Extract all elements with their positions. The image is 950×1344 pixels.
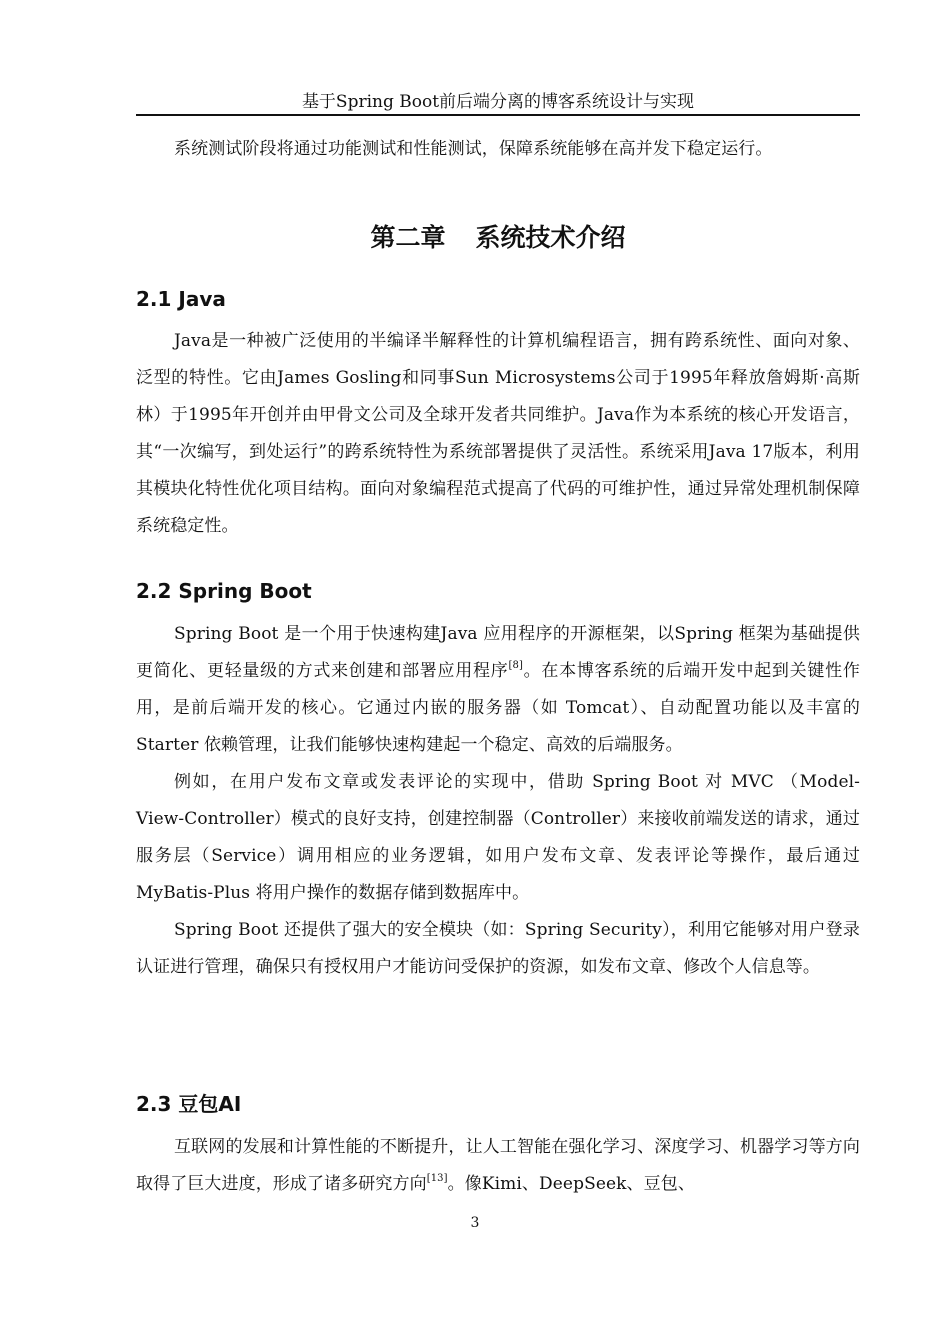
citation: [13] (426, 1173, 448, 1184)
citation: [8] (508, 660, 523, 671)
section-2-1-body (136, 323, 860, 545)
paragraph: 例如，在用户发布文章或发表评论的实现中，借助 Spring Boot 对 MVC （Model-View-Controller）模式的良好支持，创建控制器（Controller）来接收前端发送的请求，通过服务层（Service）调用相应的业务逻辑，如用户发布文章、发表评论等操作，最后通过 MyBatis-Plus 将用户操作的数据存储到数据库中。 (136, 772, 860, 903)
section-heading-2-1: 2.1 Java (136, 287, 226, 311)
section-2-2-body (136, 616, 860, 986)
section-heading-2-3: 2.3 豆包AI (136, 1092, 242, 1116)
paragraph: Java是一种被广泛使用的半编译半解释性的计算机编程语言，拥有跨系统性、面向对象、泛型的特性。它由James Gosling和同事Sun Microsystems公司于1995年释放詹姆斯·高斯林）于1995年开创并由甲骨文公司及全球开发者共同维护。Java作为本系统的核心开发语言，其“一次编写，到处运行”的跨系统特性为系统部署提供了灵活性。系统采用Java 17版本，利用其模块化特性优化项目结构。面向对象编程范式提高了代码的可维护性，通过异常处理机制保障系统稳定性。 (136, 331, 860, 536)
page-number: 3 (470, 1215, 480, 1231)
chapter-title (136, 218, 860, 258)
intro-paragraph-block (136, 131, 860, 168)
section-heading-2-2: 2.2 Spring Boot (136, 579, 312, 603)
paragraph: 互联网的发展和计算性能的不断提升，让人工智能在强化学习、深度学习、机器学习等方向取得了巨大进度，形成了诸多研究方向[13]。像Kimi、DeepSeek、豆包、 (136, 1137, 860, 1194)
chapter-number: 第二章 (370, 223, 446, 252)
running-header: 基于Spring Boot前后端分离的博客系统设计与实现 (301, 92, 695, 112)
paragraph: Spring Boot 是一个用于快速构建Java 应用程序的开源框架，以Spring 框架为基础提供更简化、更轻量级的方式来创建和部署应用程序[8]。在本博客系统的后端开发中起到关键性作用，是前后端开发的核心。它通过内嵌的服务器（如 Tomcat）、自动配置功能以及丰富的 Starter 依赖管理，让我们能够快速构建起一个稳定、高效的后端服务。 (136, 624, 860, 755)
header-divider (136, 114, 860, 116)
chapter-name: 系统技术介绍 (475, 223, 626, 252)
section-2-3-body (136, 1129, 860, 1203)
paragraph: Spring Boot 还提供了强大的安全模块（如：Spring Security），利用它能够对用户登录认证进行管理，确保只有授权用户才能访问受保护的资源，如发布文章、修改个人信息等。 (136, 920, 860, 977)
intro-paragraph: 系统测试阶段将通过功能测试和性能测试，保障系统能够在高并发下稳定运行。 (174, 139, 773, 159)
